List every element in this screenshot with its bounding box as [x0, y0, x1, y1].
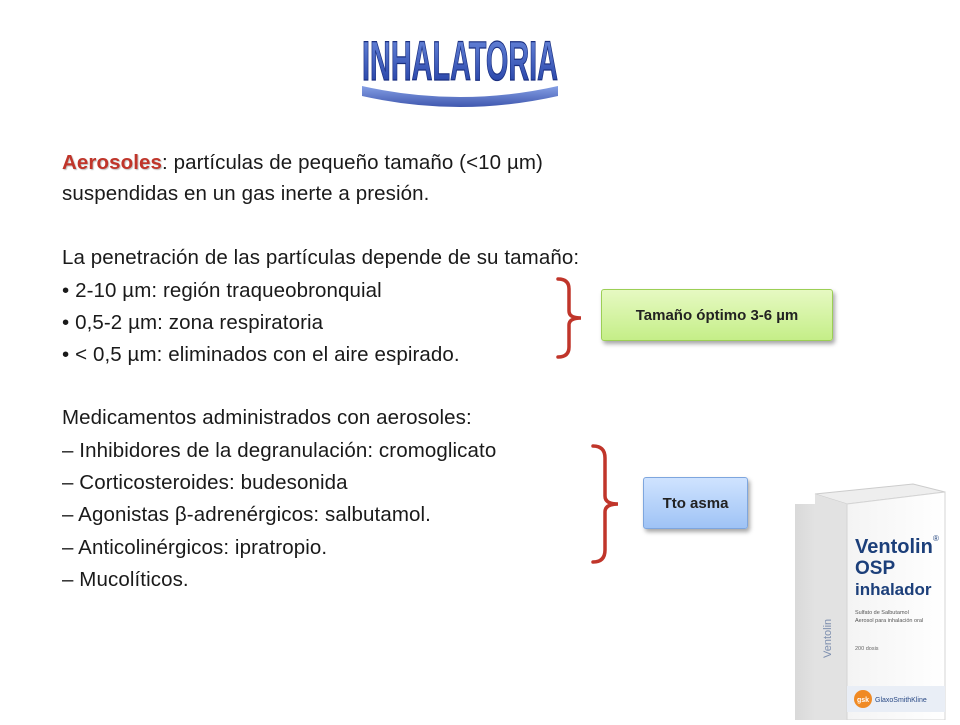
- product-line2: OSP: [855, 558, 896, 579]
- penetration-item: • 0,5-2 µm: zona respiratoria: [62, 311, 324, 334]
- ventolin-box-image: [795, 478, 960, 720]
- medication-item: – Agonistas β-adrenérgicos: salbutamol.: [62, 503, 431, 526]
- medication-item: – Anticolinérgicos: ipratropio.: [62, 536, 328, 559]
- asthma-treatment-callout: Tto asma: [643, 477, 748, 529]
- penetration-heading: La penetración de las partículas depende de su tamaño:: [62, 246, 580, 269]
- product-subtext2: Aerosol para inhalación oral: [855, 618, 924, 624]
- title-wordart: [340, 14, 580, 139]
- title-text: INHALATORIA: [362, 29, 558, 92]
- right-brace-1: [555, 275, 585, 361]
- medications-heading: Medicamentos administrados con aerosoles:: [62, 406, 472, 429]
- product-brand: Ventolin: [855, 536, 933, 558]
- intro-line-1: [62, 148, 543, 178]
- product-dose: 200 dosis: [855, 646, 879, 652]
- penetration-item: • 2-10 µm: región traqueobronquial: [62, 279, 382, 302]
- product-line3: inhalador: [855, 580, 932, 599]
- medication-item: – Inhibidores de la degranulación: cromoglicato: [62, 439, 497, 462]
- product-maker-logo: gsk: [856, 697, 870, 704]
- intro-line-1-rest: : partículas de pequeño tamaño (<10 µm): [162, 151, 543, 174]
- svg-text:®: ®: [933, 534, 939, 543]
- optimal-size-callout: Tamaño óptimo 3-6 µm: [601, 289, 833, 341]
- title-graphic: [340, 14, 580, 139]
- intro-line-2: suspendidas en un gas inerte a presión.: [62, 182, 430, 205]
- penetration-item: • < 0,5 µm: eliminados con el aire espirado.: [62, 343, 460, 366]
- product-subtext1: Sulfato de Salbutamol: [855, 610, 909, 616]
- medication-item: – Corticosteroides: budesonida: [62, 471, 348, 494]
- aerosoles-term: Aerosoles: [62, 151, 163, 174]
- right-brace-2: [590, 442, 622, 566]
- product-maker: GlaxoSmithKline: [875, 697, 927, 704]
- medication-item: – Mucolíticos.: [62, 568, 189, 591]
- svg-text:Ventolin: Ventolin: [822, 618, 834, 658]
